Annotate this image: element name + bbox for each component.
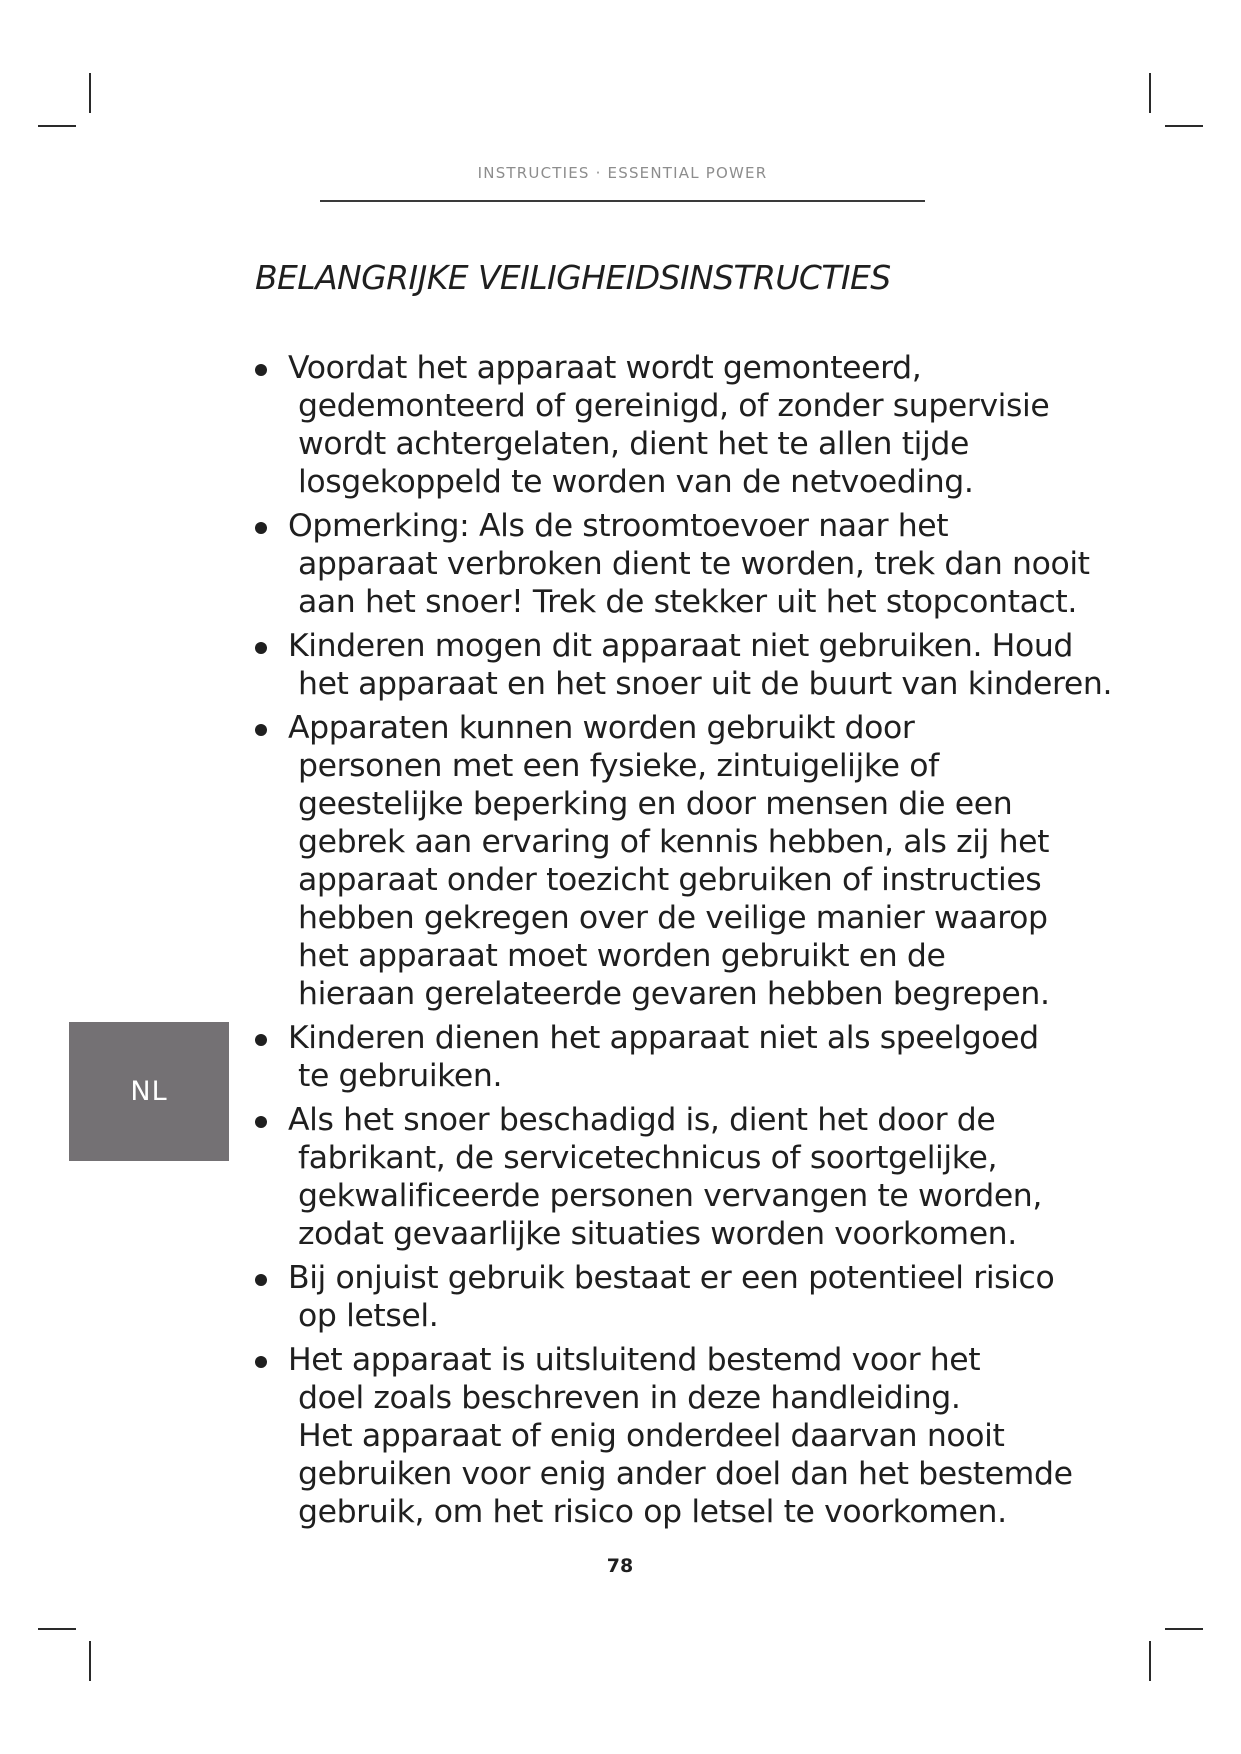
bullet-icon: [255, 642, 267, 654]
crop-mark-bottom-left-vertical: [89, 1641, 91, 1681]
instruction-line: doel zoals beschreven in deze handleiding.: [298, 1380, 961, 1416]
instruction-line: gebrek aan ervaring of kennis hebben, als zij het: [298, 824, 1050, 860]
instruction-line: Bij onjuist gebruik bestaat er een potentieel risico: [288, 1260, 1055, 1296]
instruction-line: apparaat onder toezicht gebruiken of instructies: [298, 862, 1042, 898]
instruction-item: [252, 1341, 1092, 1531]
bullet-icon: [255, 522, 267, 534]
bullet-icon: [255, 1274, 267, 1286]
crop-mark-top-left-vertical: [89, 73, 91, 113]
crop-mark-bottom-left-horizontal: [38, 1628, 76, 1630]
crop-mark-bottom-right-horizontal: [1165, 1628, 1203, 1630]
instruction-line: geestelijke beperking en door mensen die een: [298, 786, 1013, 822]
instruction-line: hieraan gerelateerde gevaren hebben begrepen.: [298, 976, 1050, 1012]
instruction-line: gebruik, om het risico op letsel te voorkomen.: [298, 1494, 1007, 1530]
instruction-item: [252, 1101, 1092, 1253]
crop-mark-bottom-right-vertical: [1149, 1641, 1151, 1681]
instruction-line: Kinderen dienen het apparaat niet als speelgoed: [288, 1020, 1039, 1056]
instruction-line: Kinderen mogen dit apparaat niet gebruiken. Houd: [288, 628, 1074, 664]
instruction-line: fabrikant, de servicetechnicus of soortgelijke,: [298, 1140, 998, 1176]
instruction-line: het apparaat moet worden gebruikt en de: [298, 938, 946, 974]
instruction-line: Apparaten kunnen worden gebruikt door: [288, 710, 915, 746]
instruction-line: het apparaat en het snoer uit de buurt van kinderen.: [298, 666, 1113, 702]
bullet-icon: [255, 1356, 267, 1368]
instruction-line: Opmerking: Als de stroomtoevoer naar het: [288, 508, 949, 544]
instruction-line: zodat gevaarlijke situaties worden voorkomen.: [298, 1216, 1017, 1252]
instruction-item: [252, 1019, 1092, 1095]
instruction-item: [252, 627, 1113, 703]
bullet-icon: [255, 1034, 267, 1046]
crop-mark-top-right-horizontal: [1165, 125, 1203, 127]
bullet-icon: [255, 364, 267, 376]
page-number: 78: [606, 1555, 634, 1577]
instruction-item: [252, 349, 1092, 501]
instruction-line: gebruiken voor enig ander doel dan het bestemde: [298, 1456, 1073, 1492]
instruction-line: gekwalificeerde personen vervangen te worden,: [298, 1178, 1042, 1214]
instruction-line: personen met een fysieke, zintuigelijke of: [298, 748, 939, 784]
instruction-line: apparaat verbroken dient te worden, trek dan nooit: [298, 546, 1090, 582]
instruction-line: gedemonteerd of gereinigd, of zonder supervisie: [298, 388, 1050, 424]
instruction-line: hebben gekregen over de veilige manier waarop: [298, 900, 1048, 936]
instruction-line: Voordat het apparaat wordt gemonteerd,: [288, 350, 922, 386]
instruction-line: op letsel.: [298, 1298, 439, 1334]
instruction-line: Als het snoer beschadigd is, dient het door de: [288, 1102, 996, 1138]
instruction-line: losgekoppeld te worden van de netvoeding.: [298, 464, 974, 500]
instruction-item: [252, 709, 1092, 1013]
crop-mark-top-left-horizontal: [38, 125, 76, 127]
crop-mark-top-right-vertical: [1149, 73, 1151, 113]
instruction-line: aan het snoer! Trek de stekker uit het stopcontact.: [298, 584, 1077, 620]
instruction-item: [252, 1259, 1092, 1335]
language-tab: [69, 1022, 229, 1161]
running-header: INSTRUCTIES · ESSENTIAL POWER: [477, 164, 768, 182]
bullet-icon: [255, 724, 267, 736]
instruction-line: te gebruiken.: [298, 1058, 503, 1094]
language-label: NL: [130, 1076, 168, 1107]
instruction-line: wordt achtergelaten, dient het te allen tijde: [298, 426, 969, 462]
instruction-line: Het apparaat of enig onderdeel daarvan nooit: [298, 1418, 1005, 1454]
section-title: BELANGRIJKE VEILIGHEIDSINSTRUCTIES: [255, 258, 891, 297]
instruction-line: Het apparaat is uitsluitend bestemd voor het: [288, 1342, 981, 1378]
safety-instructions-list: [252, 349, 1113, 1537]
bullet-icon: [255, 1116, 267, 1128]
instruction-item: [252, 507, 1092, 621]
header-rule: [320, 200, 925, 202]
